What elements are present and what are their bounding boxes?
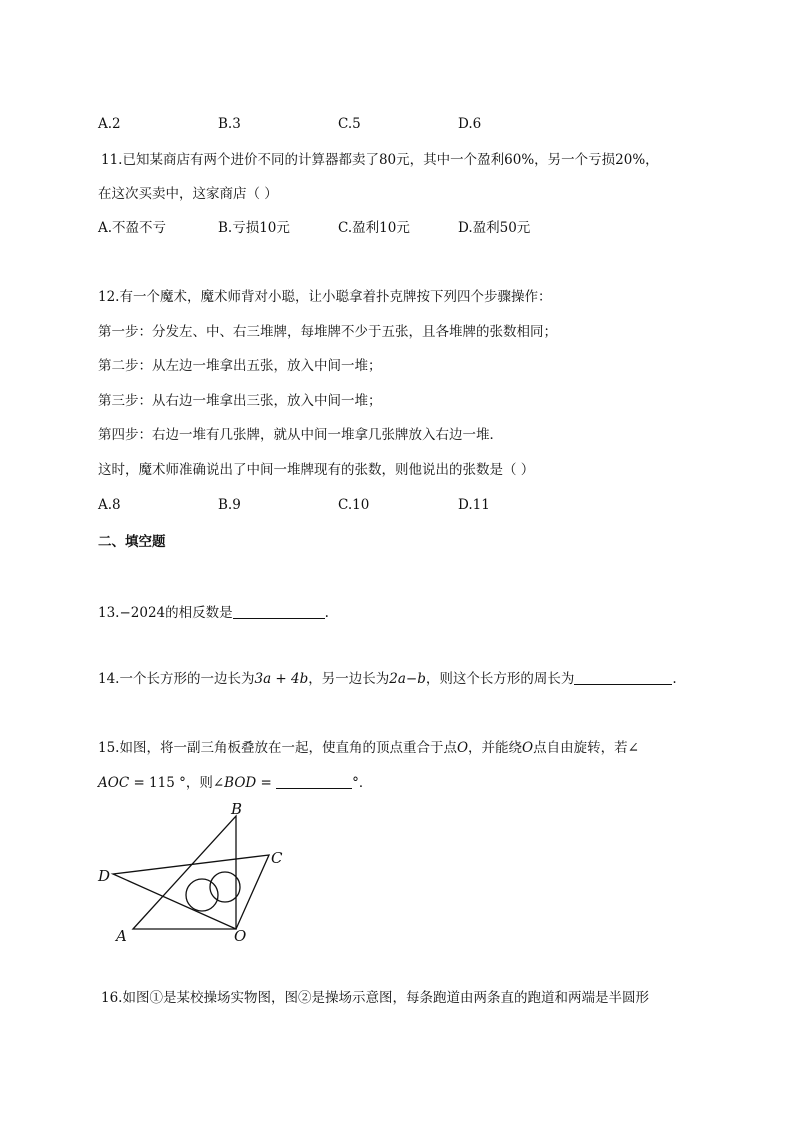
q10-option-c: C.5 [338, 116, 361, 132]
label-o: O [234, 927, 247, 945]
angle-arc-left [186, 879, 218, 911]
q12-step-1: 第一步：分发左、中、右三堆牌，每堆牌不少于五张，且各堆牌的张数相同； [98, 324, 557, 340]
q13-answer-blank[interactable] [233, 604, 325, 619]
q15-point-o: O [456, 740, 469, 756]
q14-tail: ，则这个长方形的周长为 [425, 671, 575, 687]
q15-point-o-2: O [522, 740, 534, 756]
q15-line1-prefix: 15.如图，将一副三角板叠放在一起，使直角的顶点重合于点 [98, 740, 457, 756]
label-a: A [116, 927, 127, 945]
q14-answer-blank[interactable] [574, 670, 672, 685]
label-c: C [271, 849, 283, 867]
q15-line2-eq: = [256, 775, 277, 791]
q10-option-d: D.6 [458, 116, 482, 132]
q12-question: 这时，魔术师准确说出了中间一堆牌现有的张数，则他说出的张数是（ ） [98, 462, 535, 478]
q16-line1: 16.如图①是某校操场实物图，图②是操场示意图，每条跑道由两条直的跑道和两端是半圆形 [101, 990, 649, 1006]
q15-line2-suffix: °． [352, 775, 373, 791]
q11-stem-line2: 在这次买卖中，这家商店（ ） [98, 186, 278, 202]
q13-line [98, 603, 329, 623]
q15-triangle-figure [95, 802, 295, 947]
q15-line2 [98, 773, 372, 793]
q11-option-a: A.不盈不亏 [98, 220, 167, 236]
q15-line2-mid: ，则∠ [185, 775, 225, 791]
q15-angle-bod: BOD [224, 775, 257, 791]
q13-prefix: 13.−2024的相反数是 [98, 605, 233, 621]
q10-option-a: A.2 [98, 116, 121, 132]
q15-angle-aoc: AOC [98, 775, 130, 791]
q12-step-4: 第四步：右边一堆有几张牌，就从中间一堆拿几张牌放入右边一堆． [98, 427, 503, 443]
q12-option-a: A.8 [98, 497, 121, 513]
q11-option-c: C.盈利10元 [338, 220, 410, 236]
q11-option-b: B.亏损10元 [218, 220, 290, 236]
q12-step-3: 第三步：从右边一堆拿出三张，放入中间一堆； [98, 393, 382, 409]
q15-answer-blank[interactable] [276, 774, 352, 789]
q12-option-d: D.11 [458, 497, 490, 513]
q15-line1 [98, 738, 639, 758]
q14-suffix: . [672, 671, 677, 687]
q12-option-c: C.10 [338, 497, 370, 513]
q14-line [98, 669, 677, 689]
q15-line1-mid: ，并能绕 [468, 740, 523, 756]
label-b: B [231, 802, 243, 818]
q14-mid: ，另一边长为 [308, 671, 390, 687]
q12-step-2: 第二步：从左边一堆拿出五张，放入中间一堆； [98, 358, 382, 374]
q13-suffix: . [324, 605, 329, 621]
q15-angle-value: = 115 ° [129, 775, 186, 791]
q11-option-d: D.盈利50元 [458, 220, 531, 236]
q12-option-b: B.9 [218, 497, 241, 513]
q10-option-b: B.3 [218, 116, 241, 132]
section-title: 二、填空题 [98, 534, 166, 550]
label-d: D [98, 867, 111, 885]
q15-line1-tail: 点自由旋转，若∠ [533, 740, 639, 756]
q14-expression-1: 3a + 4b [254, 671, 309, 687]
q14-expression-2: 2a−b [389, 671, 426, 687]
q12-intro: 12.有一个魔术，魔术师背对小聪，让小聪拿着扑克牌按下列四个步骤操作： [98, 289, 552, 305]
q11-stem-line1: 11.已知某商店有两个进价不同的计算器都卖了80元，其中一个盈利60%，另一个亏损20%， [101, 152, 659, 168]
q14-prefix: 14.一个长方形的一边长为 [98, 671, 255, 687]
